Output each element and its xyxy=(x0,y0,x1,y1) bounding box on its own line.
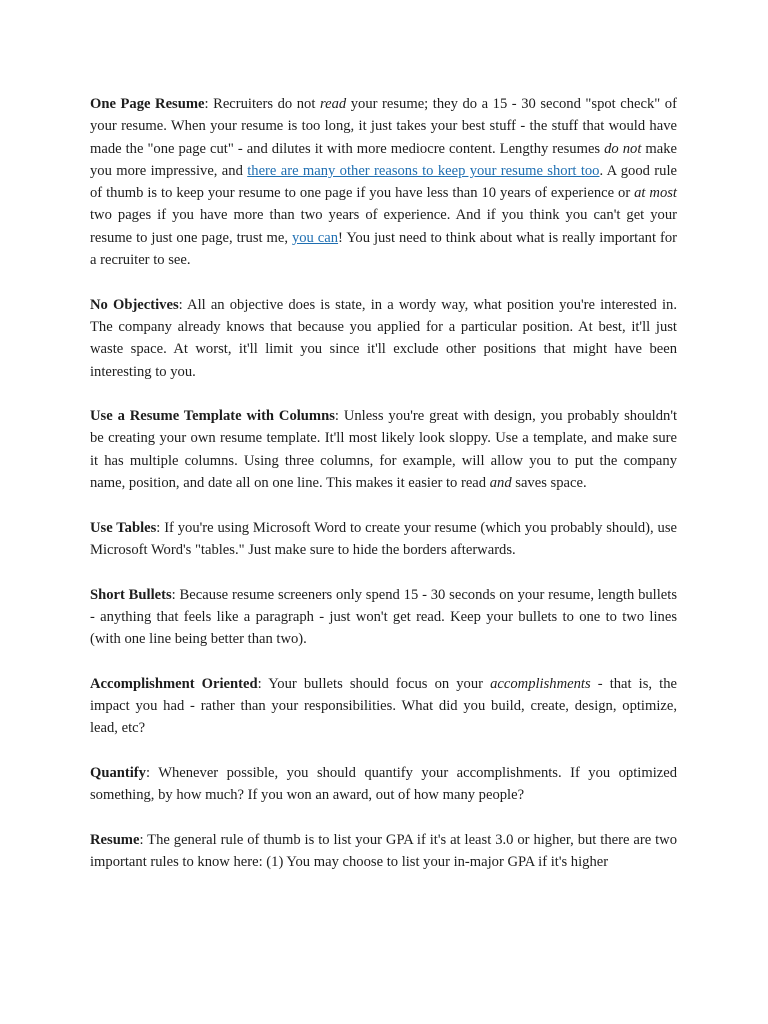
term-use-tables: Use Tables xyxy=(90,519,157,536)
link-you-can[interactable]: you can xyxy=(291,229,339,246)
paragraph-accomplishment-oriented xyxy=(90,673,677,740)
paragraph-text: saves space. xyxy=(511,475,587,492)
paragraph-resume-template xyxy=(90,405,677,494)
paragraph-text: : Recruiters do not xyxy=(204,96,320,112)
paragraph-text: : Your bullets should focus on your xyxy=(257,675,491,692)
emphasis-text: read xyxy=(319,96,347,112)
paragraph-resume-gpa xyxy=(90,829,677,874)
term-one-page-resume: One Page Resume xyxy=(90,96,205,112)
term-resume: Resume xyxy=(90,831,140,848)
paragraph-text: . A good rule of thumb is to keep your resume to one page if you have less than 10 years of experience or xyxy=(90,162,677,202)
paragraph-short-bullets xyxy=(90,584,677,651)
term-accomplishment-oriented: Accomplishment Oriented xyxy=(90,675,258,692)
emphasis-text: do not xyxy=(604,140,642,157)
term-short-bullets: Short Bullets xyxy=(90,586,172,603)
emphasis-text: accomplishments xyxy=(490,675,591,692)
emphasis-text: and xyxy=(489,475,512,492)
link-reasons-short-resume[interactable]: there are many other reasons to keep your resume short too xyxy=(247,162,600,179)
paragraph-text: : All an objective does is state, in a wordy way, what position you're interested in. The company already knows that because you applied for a particular position. At best, it'll just waste space. At worst, it'll limit you since it'll exclude other positions that might have been interesting to you. xyxy=(90,296,677,380)
paragraph-use-tables xyxy=(90,517,677,562)
paragraph-text: ! You just need to think about what is really important for a recruiter to see. xyxy=(90,229,677,269)
paragraph-text: : Because resume screeners only spend 15 - 30 seconds on your resume, length bullets - anything that feels like a paragraph - just won't get read. Keep your bullets to one to two lines (with one line being better than two). xyxy=(90,586,677,648)
paragraph-text: : Unless you're great with design, you probably shouldn't be creating your own resume template. It'll most likely look sloppy. Use a template, and make sure it has multiple columns. Using three columns, for example, will allow you to put the company name, position, and date all on one line. This makes it easier to read xyxy=(90,408,678,492)
paragraph-text: - that is, the impact you had - rather than your responsibilities. What did you build, create, design, optimize, lead, etc? xyxy=(90,675,677,737)
paragraph-text: : Whenever possible, you should quantify your accomplishments. If you optimized something, by how much? If you won an award, out of how many people? xyxy=(90,764,677,804)
paragraph-text: : If you're using Microsoft Word to create your resume (which you probably should), use Microsoft Word's "tables." Just make sure to hide the borders afterwards. xyxy=(90,519,677,558)
term-resume-template: Use a Resume Template with Columns xyxy=(90,408,335,425)
paragraph-text: two pages if you have more than two years of experience. And if you think you can't get your resume to just one page, trust me, xyxy=(90,207,677,246)
paragraph-text: make you more impressive, and xyxy=(90,140,677,179)
term-quantify: Quantify xyxy=(90,764,146,781)
paragraph-text: : The general rule of thumb is to list your GPA if it's at least 3.0 or higher, but there are two important rules to know here: (1) You may choose to list your in-major GPA if it's higher xyxy=(90,831,677,871)
document-page xyxy=(90,93,677,896)
paragraph-text: your resume; they do a 15 - 30 second "spot check" of your resume. When your resume is too long, it just takes your best stuff - the stuff that would have made the "one page cut" - and dilutes it with more mediocre content. Lengthy resumes xyxy=(90,96,677,157)
paragraph-quantify xyxy=(90,762,677,807)
emphasis-text: at most xyxy=(634,185,677,202)
paragraph-one-page-resume xyxy=(90,93,677,271)
paragraph-no-objectives xyxy=(90,294,677,383)
term-no-objectives: No Objectives xyxy=(90,296,179,313)
